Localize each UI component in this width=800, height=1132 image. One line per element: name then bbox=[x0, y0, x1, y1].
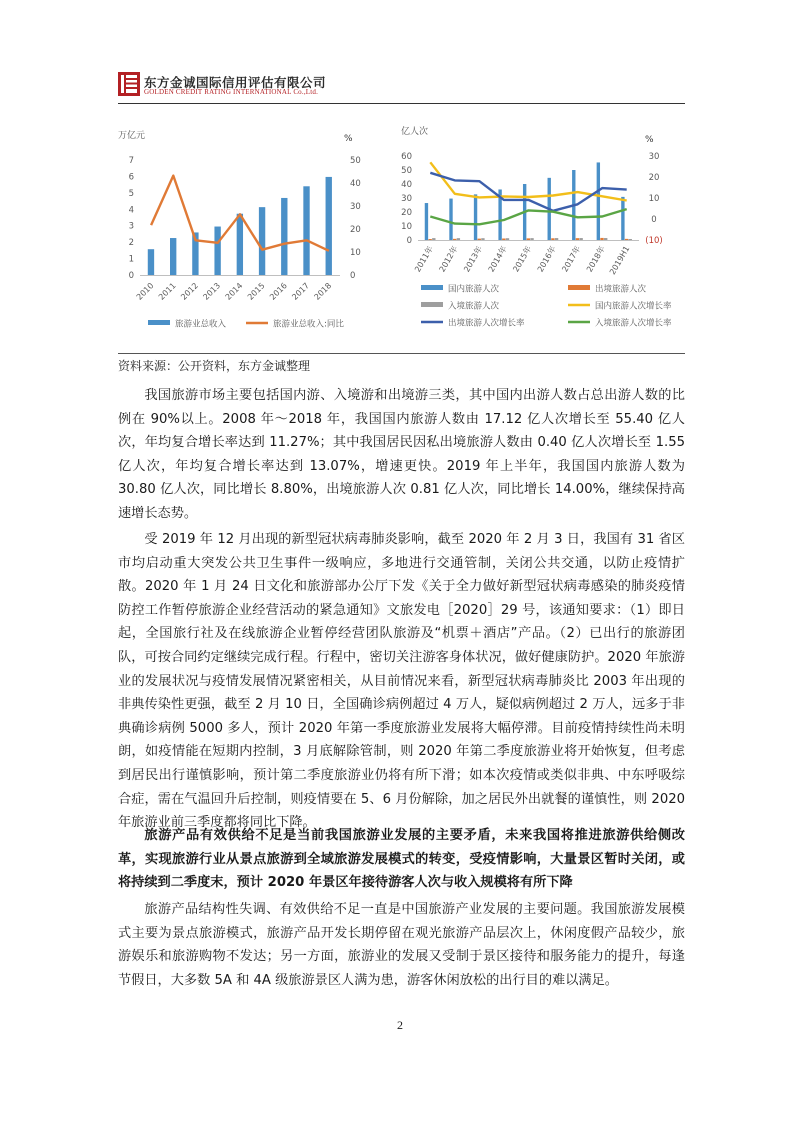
tick-label-right: 40 bbox=[350, 179, 361, 189]
paragraph-supply-issue: 旅游产品结构性失调、有效供给不足一直是中国旅游产业发展的主要问题。我国旅游发展模式主要为景点旅游模式，旅游产品开发长期停留在观光旅游产品层次上，休闲度假产品较少，旅游娱乐和旅游购物不发达；另一方面，旅游业的发展又受制于景区接待和服务能力的提升，每逢节假日，大多数 5A 和 4A 级旅游景区人满为患，游客休闲放松的出行目的难以满足。 bbox=[118, 902, 685, 988]
category-label: 2016 bbox=[268, 281, 289, 302]
tick-label-right: 10 bbox=[648, 194, 660, 204]
tick-label-right: 20 bbox=[350, 225, 361, 235]
legend-swatch bbox=[421, 302, 443, 307]
paragraph-market-overview: 我国旅游市场主要包括国内游、入境游和出境游三类，其中国内出游人数占总出游人数的比例在 90%以上。2008 年～2018 年，我国国内旅游人数由 17.12 亿人次增长至 55.40 亿人次，年均复合增长率达到 11.27%；其中我国居民因私出境旅游人数由 0.40 亿人次增长至 1.55 亿人次，年均复合增长率达到 13.07%，增速更快。2019 年上半年，我国国内旅游人数为 30.80 亿人次，同比增长 8.80%，出境旅游人次 0.81 亿人次，同比增长 14.00%，继续保持高速增长态势。 bbox=[118, 388, 685, 521]
category-label: 2010 bbox=[134, 281, 156, 302]
bar bbox=[425, 203, 428, 240]
bar bbox=[579, 238, 582, 240]
bar bbox=[502, 239, 505, 240]
bar bbox=[281, 198, 287, 275]
tick-label-left: 50 bbox=[401, 166, 412, 176]
page-number: 2 bbox=[397, 1018, 403, 1032]
category-label: 2012年 bbox=[437, 244, 460, 274]
bar bbox=[453, 239, 456, 240]
legend-swatch bbox=[148, 320, 170, 325]
category-label: 2018 bbox=[312, 281, 334, 302]
page-header bbox=[118, 72, 688, 102]
tick-label-left: 2 bbox=[128, 238, 134, 249]
legend-swatch bbox=[421, 285, 443, 290]
category-label: 2013年 bbox=[462, 244, 485, 274]
bar bbox=[629, 239, 632, 240]
tick-label-right: 30 bbox=[350, 202, 361, 212]
category-label: 2014年 bbox=[486, 244, 509, 274]
bar bbox=[600, 238, 603, 240]
tick-label-right: 50 bbox=[350, 156, 361, 166]
source-divider bbox=[118, 353, 685, 354]
tick-label-right: 30 bbox=[648, 152, 660, 162]
tick-label-left: 4 bbox=[128, 205, 134, 216]
header-divider bbox=[118, 103, 685, 104]
tick-label-left: 10 bbox=[401, 222, 412, 232]
bar bbox=[457, 238, 460, 240]
tick-label-left: 0 bbox=[128, 271, 134, 281]
source-note: 资料来源：公开资料，东方金诚整理 bbox=[118, 359, 311, 373]
category-label: 2016年 bbox=[535, 244, 558, 274]
tick-label-right: 0 bbox=[350, 271, 356, 281]
bar bbox=[604, 238, 607, 240]
category-label: 2018年 bbox=[584, 244, 607, 274]
legend-swatch bbox=[568, 285, 590, 290]
legend-label: 旅游业总收入 bbox=[175, 319, 227, 330]
bar bbox=[428, 239, 431, 240]
tick-label-right: (10) bbox=[645, 236, 663, 246]
company-logo-icon bbox=[118, 72, 140, 96]
bar bbox=[576, 238, 579, 240]
company-name-cn: 东方金诚国际信用评估有限公司 bbox=[144, 75, 327, 90]
legend-label: 旅游业总收入:同比 bbox=[273, 319, 344, 330]
bar bbox=[303, 186, 309, 275]
paragraph-epidemic-impact: 受 2019 年 12 月出现的新型冠状病毒肺炎影响，截至 2020 年 2 月 3 日，我国有 31 省区市均启动重大突发公共卫生事件一级响应，多地进行交通管制，关闭公共交通，以防止疫情扩散。2020 年 1 月 24 日文化和旅游部办公厅下发《关于全力做好新型冠状病毒感染的肺炎疫情防控工作暂停旅游企业经营活动的紧急通知》文旅发电［2020］29 号，该通知要求：（1）即日起，全国旅行社及在线旅游企业暂停经营团队旅游及“机票＋酒店”产品。（2）已出行的旅游团队，可按合同约定继续完成行程。行程中，密切关注游客身体状况，做好健康防护。2020 年旅游业的发展状况与疫情发展情况紧密相关，从目前情况来看，新型冠状病毒肺炎比 2003 年出现的非典传染性更强，截至 2 月 10 日，全国确诊病例超过 4 万人，疑似病例超过 2 万人，远多于非典确诊病例 5000 多人，预计 2020 年第一季度旅游业发展将大幅停滞。目前疫情持续性尚未明朗，如疫情能在短期内控制，3 月底解除管制，则 2020 年第二季度旅游业将开始恢复，但考虑到居民出行谨慎影响，预计第二季度旅游业仍将有所下滑；如本次疫情或类似非典、中东呼吸综合症，需在气温回升后控制，则疫情要在 5、6 月份解除，加之居民外出就餐的谨慎性，则 2020 年旅游业前三季度都将同比下降。 bbox=[118, 532, 685, 831]
bar bbox=[506, 238, 509, 240]
tick-label-left: 1 bbox=[128, 254, 134, 265]
bar bbox=[449, 199, 452, 240]
category-label: 2015 bbox=[245, 281, 267, 302]
bar bbox=[326, 177, 332, 275]
legend-label: 出境旅游人次 bbox=[595, 284, 647, 295]
tick-label-right: 20 bbox=[648, 173, 660, 183]
category-label: 2017年 bbox=[560, 244, 583, 274]
bar bbox=[530, 238, 533, 240]
tick-label-left: 20 bbox=[401, 208, 412, 218]
tick-label-left: 30 bbox=[401, 194, 412, 204]
bar bbox=[625, 239, 628, 240]
bar bbox=[474, 194, 477, 240]
tourism-charts bbox=[118, 118, 685, 353]
bar bbox=[237, 214, 243, 275]
category-label: 2014 bbox=[223, 281, 245, 302]
bar bbox=[527, 238, 530, 240]
tick-label-left: 0 bbox=[406, 236, 412, 246]
category-label: 2019H1 bbox=[607, 244, 632, 277]
axis-label-right: % bbox=[344, 134, 353, 144]
axis-label-right: % bbox=[645, 135, 654, 145]
tick-label-left: 5 bbox=[128, 188, 134, 199]
bar bbox=[481, 238, 484, 240]
axis-label-left: 万亿元 bbox=[118, 131, 146, 141]
category-label: 2012 bbox=[179, 281, 200, 302]
legend-label: 国内旅游人次 bbox=[448, 284, 500, 295]
category-label: 2017 bbox=[290, 281, 312, 302]
legend-label: 入境旅游人次 bbox=[448, 301, 500, 312]
bar bbox=[432, 238, 435, 240]
bar bbox=[148, 249, 154, 275]
tick-label-left: 40 bbox=[401, 180, 412, 190]
axis-label-left: 亿人次 bbox=[401, 127, 429, 137]
tick-label-right: 10 bbox=[350, 248, 361, 258]
bar bbox=[259, 207, 265, 275]
bar bbox=[621, 197, 624, 240]
tick-label-left: 6 bbox=[128, 172, 134, 183]
bar bbox=[597, 162, 600, 240]
tick-label-right: 0 bbox=[651, 215, 657, 225]
bar bbox=[555, 238, 558, 240]
company-name-en: GOLDEN CREDIT RATING INTERNATIONAL Co.,Ltd. bbox=[144, 88, 319, 96]
legend-label: 入境旅游人次增长率 bbox=[595, 318, 672, 329]
bar bbox=[478, 239, 481, 240]
category-label: 2013 bbox=[201, 281, 223, 302]
tick-label-left: 3 bbox=[128, 221, 134, 232]
legend-label: 国内旅游人次增长率 bbox=[595, 301, 672, 312]
tick-label-left: 60 bbox=[401, 152, 412, 162]
bar bbox=[214, 227, 220, 275]
bar bbox=[551, 238, 554, 240]
bar bbox=[170, 238, 176, 275]
legend-label: 出境旅游人次增长率 bbox=[448, 318, 525, 329]
category-label: 2011年 bbox=[413, 244, 436, 274]
category-label: 2011 bbox=[156, 281, 178, 302]
paragraph-bold-heading: 旅游产品有效供给不足是当前我国旅游业发展的主要矛盾，未来我国将推进旅游供给侧改革，实现旅游行业从景点旅游到全域旅游发展模式的转变，受疫情影响，大量景区暂时关闭，或将持续到二季度末，预计 2020 年景区年接待游客人次与收入规模将有所下降 bbox=[118, 828, 685, 891]
category-label: 2015年 bbox=[511, 244, 534, 274]
tick-label-left: 7 bbox=[128, 156, 134, 166]
